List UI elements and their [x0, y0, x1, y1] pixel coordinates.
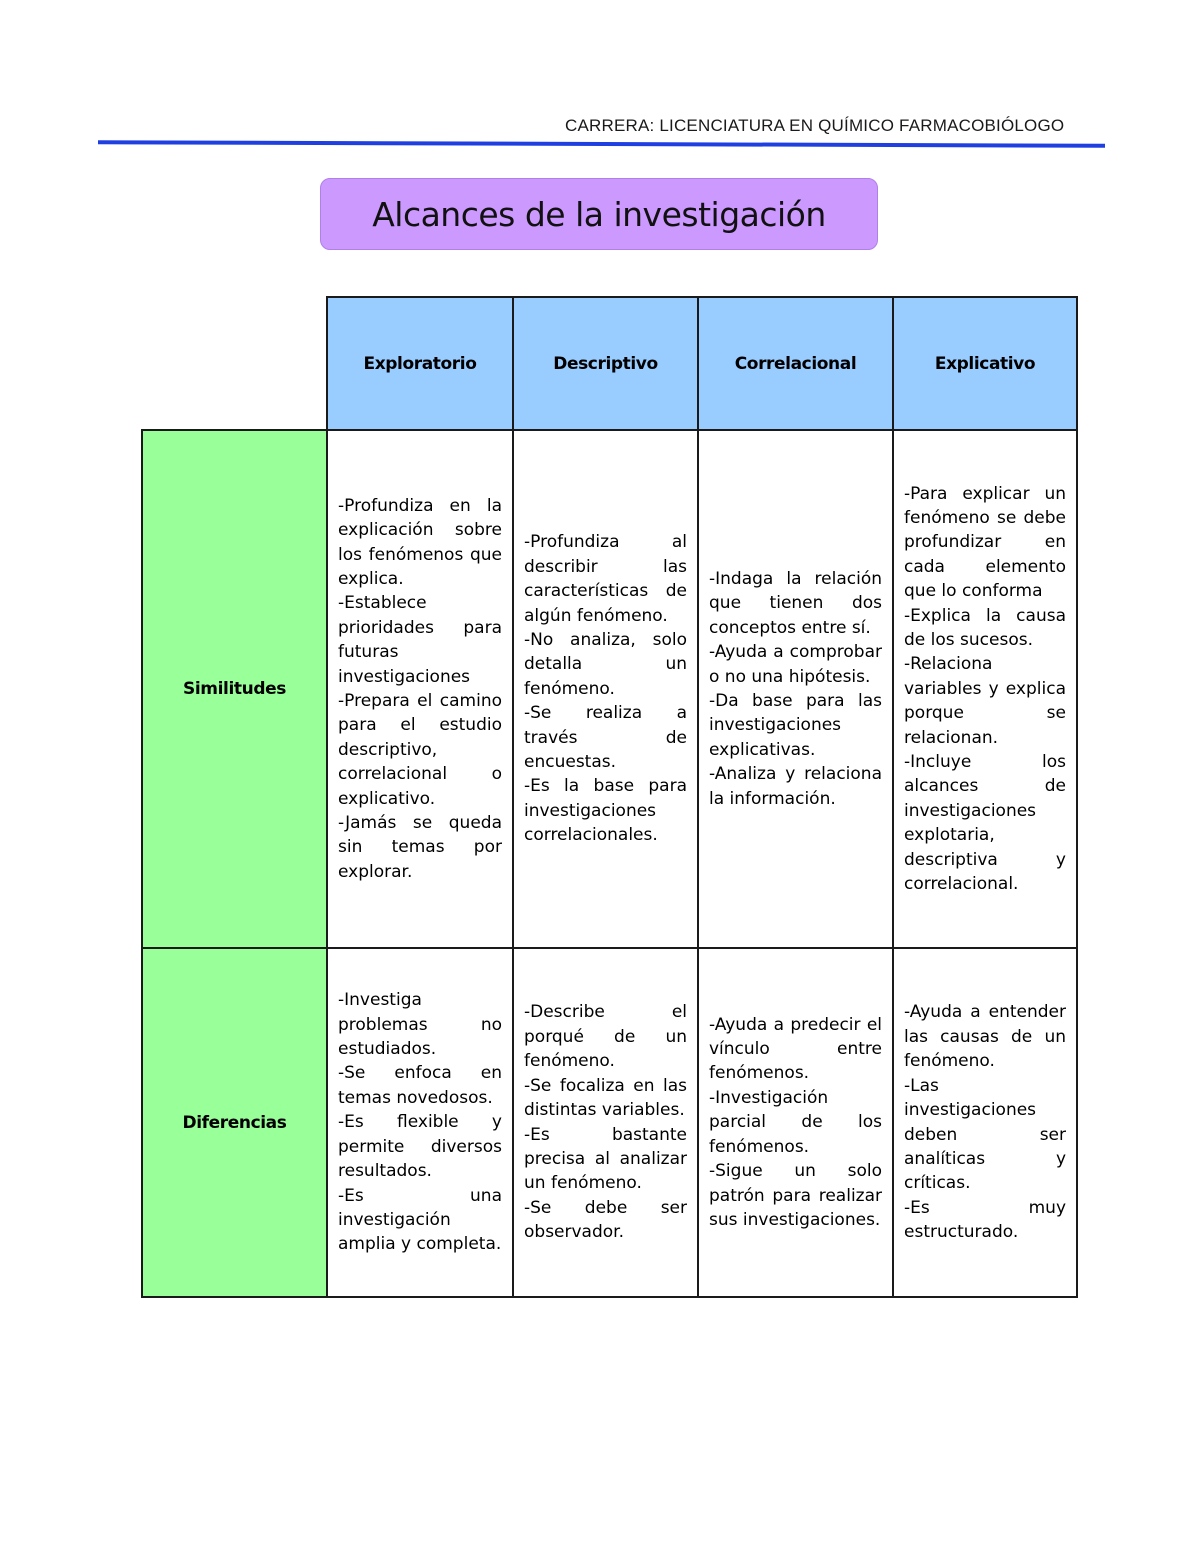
cell-line: -Es la base para investigaciones correlacionales.: [524, 776, 687, 846]
cell-line: -Analiza y relaciona la información.: [709, 764, 882, 809]
table-cell: [698, 430, 893, 948]
cell-line: -Es muy estructurado.: [904, 1197, 1066, 1243]
table-row-similitudes: [142, 430, 1077, 948]
table-corner: [142, 297, 327, 430]
row-header-diferencias: Diferencias: [142, 948, 327, 1297]
header-row: [142, 297, 1077, 430]
cell-line: -No analiza, solo detalla un fenómeno.: [524, 629, 687, 699]
column-header-explicativo: Explicativo: [893, 297, 1077, 430]
table-cell: [893, 948, 1077, 1297]
career-header: CARRERA: LICENCIATURA EN QUÍMICO FARMACOBIÓLOGO: [565, 116, 1065, 135]
table-cell: [893, 430, 1077, 948]
column-header-descriptivo: Descriptivo: [513, 297, 698, 430]
cell-line: -Profundiza al describir las características de algún fenómeno.: [524, 532, 687, 626]
cell-line: -Se focaliza en las distintas variables.: [524, 1075, 687, 1121]
column-header-correlacional: Correlacional: [698, 297, 893, 430]
comparison-table: [141, 296, 1078, 1298]
cell-line: -Ayuda a predecir el vínculo entre fenómenos.: [709, 1014, 882, 1084]
cell-line: -Describe el porqué de un fenómeno.: [524, 1002, 687, 1072]
cell-line: -Jamás se queda sin temas por explorar.: [338, 813, 502, 882]
cell-line: -Indaga la relación que tienen dos conceptos entre sí.: [709, 568, 882, 638]
header-rule: [98, 140, 1105, 148]
cell-line: -Investigación parcial de los fenómenos.: [709, 1087, 882, 1157]
table-cell: [698, 948, 893, 1297]
cell-line: -Relaciona variables y explica porque se relacionan.: [904, 654, 1066, 748]
cell-line: -Da base para las investigaciones explicativas.: [709, 691, 882, 760]
cell-line: -Ayuda a comprobar o no una hipótesis.: [709, 642, 882, 687]
cell-line: -Incluye los alcances de investigaciones explotaria, descriptiva y correlacional.: [904, 752, 1066, 895]
cell-line: -Es una investigación amplia y completa.: [338, 1185, 502, 1255]
cell-line: -Sigue un solo patrón para realizar sus investigaciones.: [709, 1161, 882, 1230]
cell-line: -Profundiza en la explicación sobre los fenómenos que explica.: [338, 495, 502, 589]
table-cell: [327, 948, 513, 1297]
table-cell: [327, 430, 513, 948]
cell-line: -Se realiza a través de encuestas.: [524, 703, 687, 773]
cell-line: -Se enfoca en temas novedosos.: [338, 1063, 502, 1108]
title-banner: [320, 178, 878, 250]
row-header-similitudes: Similitudes: [142, 430, 327, 948]
cell-line: -Ayuda a entender las causas de un fenómeno.: [904, 1002, 1066, 1072]
cell-line: -Para explicar un fenómeno se debe profundizar en cada elemento que lo conforma: [904, 483, 1066, 602]
cell-line: -Establece prioridades para futuras investigaciones: [338, 593, 502, 687]
cell-line: -Es flexible y permite diversos resultados.: [338, 1112, 502, 1182]
column-header-exploratorio: Exploratorio: [327, 297, 513, 430]
page-title: Alcances de la investigación: [372, 194, 826, 234]
cell-line: -Explica la causa de los sucesos.: [904, 605, 1066, 650]
cell-line: -Prepara el camino para el estudio descriptivo, correlacional o explicativo.: [338, 691, 502, 809]
cell-line: -Las investigaciones deben ser analíticas y críticas.: [904, 1075, 1066, 1194]
table-row-diferencias: [142, 948, 1077, 1297]
table-cell: [513, 430, 698, 948]
table-cell: [513, 948, 698, 1297]
cell-line: -Investiga problemas no estudiados.: [338, 990, 502, 1060]
cell-line: -Se debe ser observador.: [524, 1197, 687, 1243]
cell-line: -Es bastante precisa al analizar un fenómeno.: [524, 1124, 687, 1194]
